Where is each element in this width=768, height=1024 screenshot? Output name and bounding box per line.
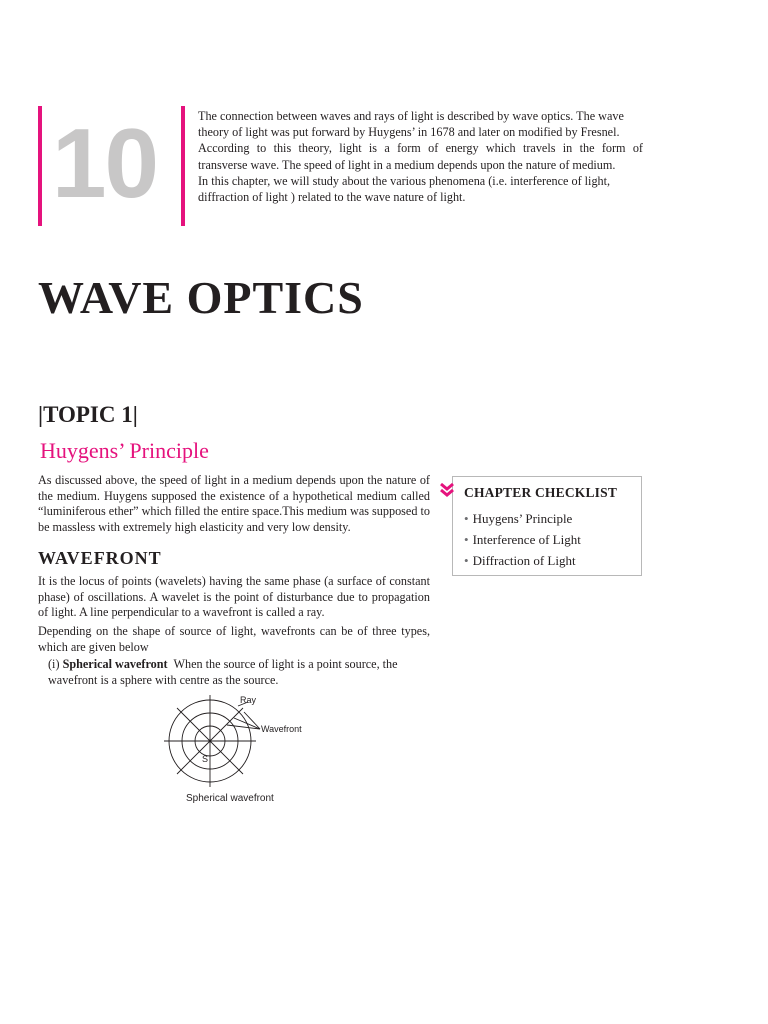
wavefront-pointer-line: [244, 712, 260, 729]
figure-label-wavefront: Wavefront: [261, 724, 302, 734]
double-chevron-down-icon: [438, 481, 456, 499]
checklist-item: [464, 532, 581, 548]
checklist-item: [464, 553, 576, 569]
checklist-item-label: Huygens’ Principle: [472, 511, 573, 526]
checklist-item-label: Interference of Light: [472, 532, 581, 547]
chapter-left-bar: [38, 106, 42, 226]
chapter-intro: [198, 108, 643, 205]
bullet-icon: •: [464, 532, 469, 547]
intro-line: diffraction of light ) related to the wave nature of light.: [198, 190, 466, 205]
chapter-number: 10: [52, 108, 158, 218]
checklist-item: [464, 511, 572, 527]
intro-line: transverse wave. The speed of light in a medium depends upon the nature of medium.: [198, 157, 616, 172]
topic-intro-paragraph: As discussed above, the speed of light in a medium depends upon the nature of the medium. Huygens supposed the existence of a hypothetical medium called “luminiferous ether” which filled the entire space.This medium was supposed to be massless with extremely high elasticity and very low density.: [38, 473, 430, 534]
wavefront-types-intro: Depending on the shape of source of light, wavefronts can be of three types, which are given below: [38, 624, 430, 654]
figure-label-ray: Ray: [240, 695, 257, 705]
intro-line: In this chapter, we will study about the various phenomena (i.e. interference of light,: [198, 173, 611, 188]
figure-label-source: S: [202, 754, 209, 764]
intro-line: The connection between waves and rays of light is described by wave optics. The wave: [198, 109, 624, 123]
term-spherical-wavefront: Spherical wavefront: [62, 657, 168, 671]
section-heading-wavefront: WAVEFRONT: [38, 548, 162, 568]
wavefront-definition: It is the locus of points (wavelets) having the same phase (a surface of constant phase) of oscillations. A wavelet is the point of disturbance due to propagation of light. A line perpendicular to a wavefront is called a ray.: [38, 574, 430, 620]
list-item-spherical-wavefront: [48, 657, 428, 688]
source-point: [209, 740, 212, 743]
figure-caption: Spherical wavefront: [186, 793, 274, 804]
chapter-right-bar: [181, 106, 185, 226]
list-marker: (i): [48, 657, 60, 671]
spherical-wavefront-figure: [160, 692, 320, 792]
term-description: When the source of light is a point source, the wavefront is a sphere with centre as the source.: [48, 657, 398, 687]
checklist-title: CHAPTER CHECKLIST: [464, 485, 618, 500]
topic-name: Huygens’ Principle: [40, 438, 209, 463]
bullet-icon: •: [464, 553, 469, 568]
intro-line: theory of light was put forward by Huygens’ in 1678 and later on modified by Fresnel.: [198, 125, 620, 140]
intro-line: According to this theory, light is a form of energy which travels in the form of: [198, 141, 643, 156]
chapter-title: WAVE OPTICS: [38, 272, 364, 323]
bullet-icon: •: [464, 511, 469, 526]
topic-label: |TOPIC 1|: [38, 402, 138, 427]
checklist-item-label: Diffraction of Light: [472, 553, 576, 568]
